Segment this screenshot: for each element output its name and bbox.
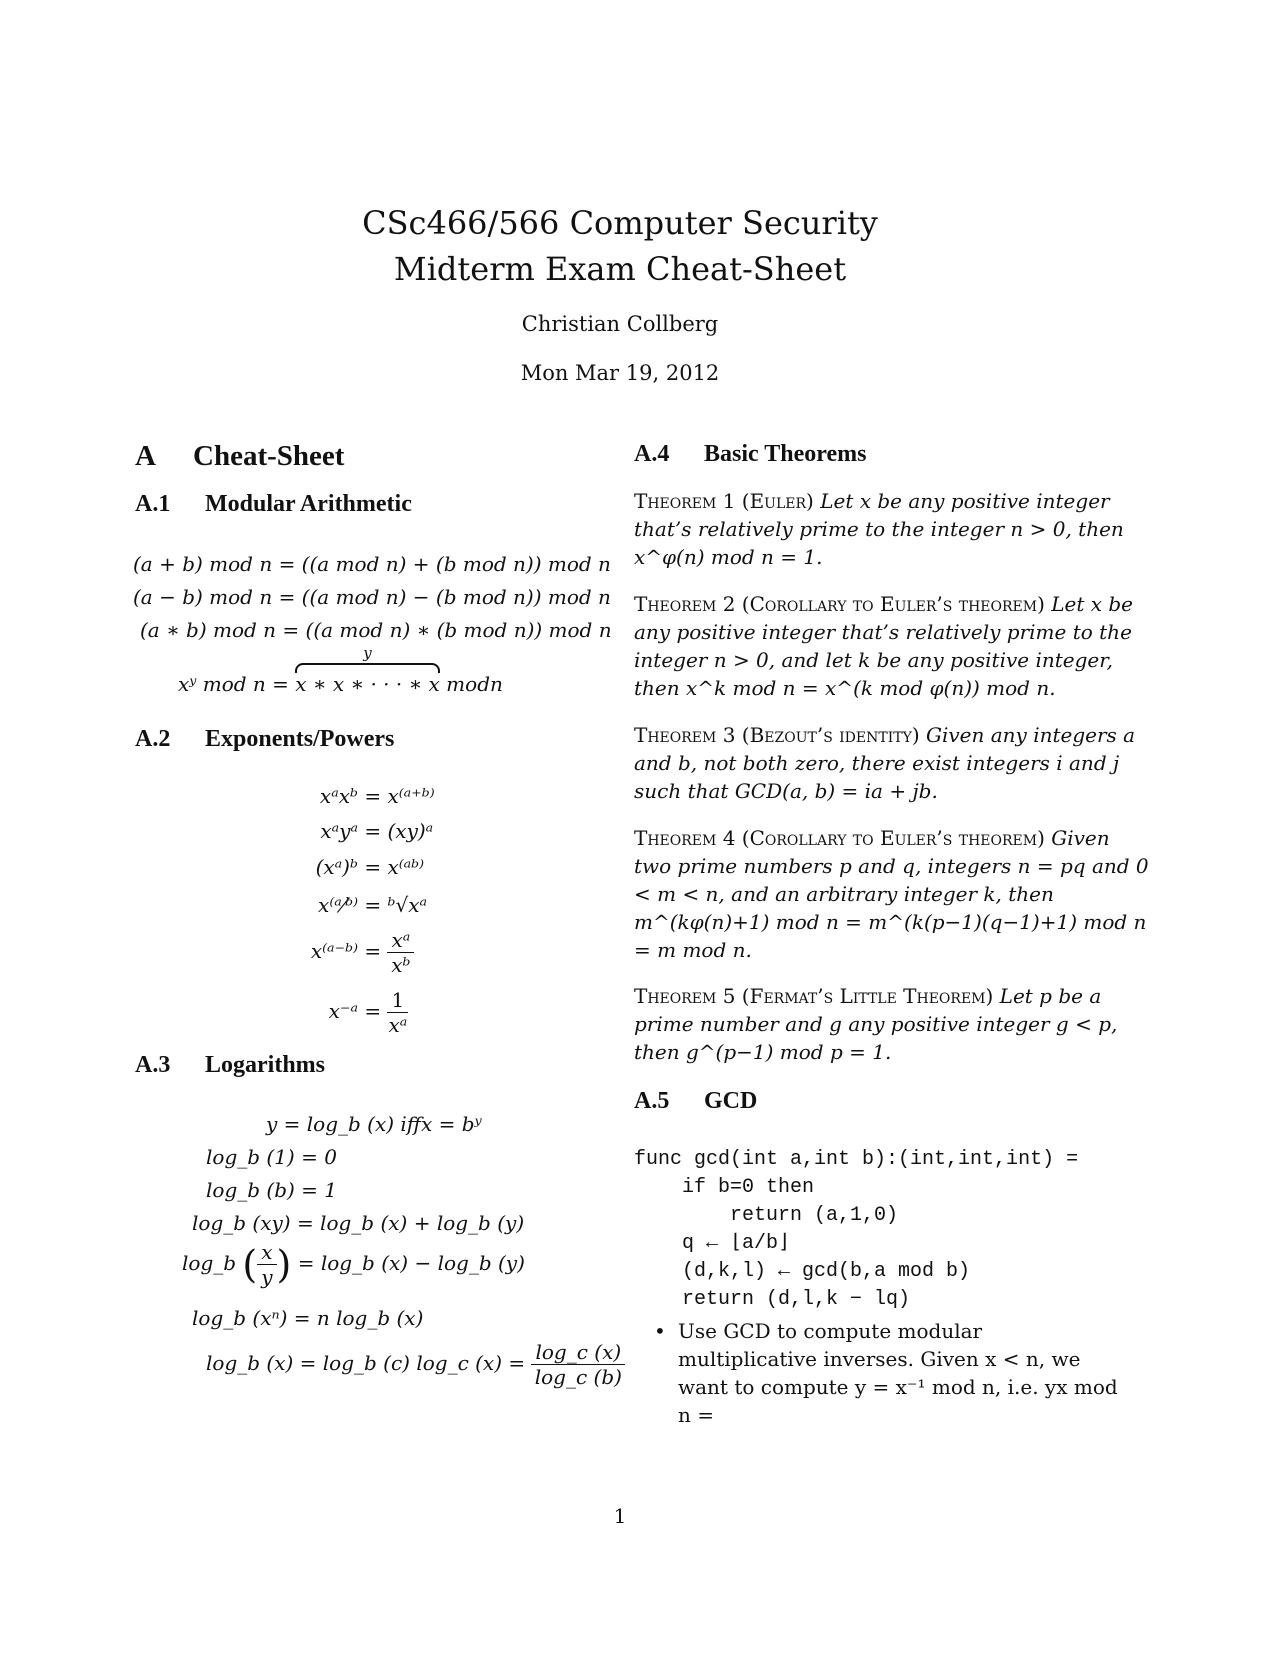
subsection-heading-a1: A.1 Modular Arithmetic — [135, 491, 412, 517]
code-line: func gcd(int a,int b):(int,int,int) = — [634, 1148, 1079, 1171]
page-title — [0, 200, 1240, 292]
overbrace — [295, 663, 440, 673]
subsection-heading-a3: A.3 Logarithms — [135, 1052, 325, 1078]
code-line: if b=0 then — [634, 1176, 815, 1199]
mod-eq-power: xʸ mod n = y x ∗ x ∗ · · · ∗ x modn — [178, 644, 503, 696]
theorem-3: Theorem 3 (Bezout’s identity) Given any integers a and b, not both zero, there exist integers i and j such that GCD(a, b) = ia + jb. — [634, 723, 1136, 803]
title-line-2: Midterm Exam Cheat-Sheet — [393, 250, 847, 288]
section-heading: A Cheat-Sheet — [135, 440, 345, 472]
code-line: q ← ⌊a/b⌋ — [634, 1232, 791, 1255]
mod-eq-mul: (a ∗ b) mod n = ((a mod n) ∗ (b mod n)) mod n — [140, 618, 612, 642]
bullet-icon: • — [654, 1319, 666, 1343]
exp-rule-3: (xᵃ)ᵇ = x⁽ᵃᵇ⁾ — [315, 855, 425, 879]
log-rule-6: log_b (xⁿ) = n log_b (x) — [192, 1306, 424, 1330]
mod-eq-add: (a + b) mod n = ((a mod n) + (b mod n)) mod n — [133, 552, 611, 576]
author: Christian Collberg — [521, 312, 719, 336]
page-number: 1 — [613, 1504, 627, 1528]
log-rule-3: log_b (b) = 1 — [206, 1178, 338, 1202]
log-rule-4: log_b (xy) = log_b (x) + log_b (y) — [192, 1211, 525, 1235]
log-rule-5: log_b ( $\frac{x}{y}$ ) = log_b (x) − log_b (y) — [182, 1240, 525, 1289]
subsection-heading-a5: A.5 GCD — [634, 1088, 758, 1114]
title-line-1: CSc466/566 Computer Security — [362, 204, 878, 242]
brace-label: y — [363, 644, 372, 662]
exp-rule-4: x⁽ᵃ⁄ᵇ⁾ = ᵇ√xᵃ — [318, 893, 428, 917]
theorem-4: Theorem 4 (Corollary to Euler’s theorem) Given two prime numbers p and q, integers n = pq and 0 < m < n, and an arbitrary integer k, then m^(kφ(n)+1) mod n = m^(k(p−1)(q−1)+1) mod n = m mod n. — [634, 826, 1149, 962]
exp-rule-1: xᵃxᵇ = x⁽ᵃ⁺ᵇ⁾ — [319, 784, 435, 808]
theorem-5: Theorem 5 (Fermat’s Little Theorem) Let p be a prime number and g any positive integer g < p, then g^(p−1) mod p = 1. — [634, 984, 1118, 1064]
log-rule-7: log_b (x) = log_b (c) log_c (x) = $\frac{\log\_c (x)}{\log\_c (b)}$ — [206, 1340, 625, 1389]
exp-rule-6: x⁻ᵃ = $\frac{1}{\text{xᵃ}}$ — [328, 988, 408, 1037]
exp-rule-2: xᵃyᵃ = (xy)ᵃ — [320, 819, 434, 843]
date: Mon Mar 19, 2012 — [520, 361, 720, 385]
log-rule-2: log_b (1) = 0 — [206, 1145, 337, 1169]
theorem-2: Theorem 2 (Corollary to Euler’s theorem) Let x be any positive integer that’s relatively prime to the integer n > 0, and let k be any positive integer, then x^k mod n = x^(k mod φ(n)) mod n. — [634, 592, 1134, 700]
theorem-1: Theorem 1 (Euler) Let x be any positive integer that’s relatively prime to the integer n > 0, then x^φ(n) mod n = 1. — [634, 489, 1124, 569]
log-rule-1: y = log_b (x) iffx = bʸ — [266, 1112, 482, 1136]
code-line: return (d,l,k − lq) — [634, 1288, 911, 1311]
code-line: return (a,1,0) — [634, 1204, 899, 1227]
subsection-heading-a2: A.2 Exponents/Powers — [135, 726, 395, 752]
gcd-code-block — [634, 1146, 1078, 1314]
code-line: (d,k,l) ← gcd(b,a mod b) — [634, 1260, 971, 1283]
mod-eq-sub: (a − b) mod n = ((a mod n) − (b mod n)) mod n — [133, 585, 611, 609]
subsection-heading-a4: A.4 Basic Theorems — [634, 441, 867, 467]
exp-rule-5: x⁽ᵃ⁻ᵇ⁾ = $\frac{\text{xᵃ}}{\text{xᵇ}}$ — [292, 928, 414, 977]
gcd-bullet-item: • Use GCD to compute modular multiplicative inverses. Given x < n, we want to compute y = x⁻¹ mod n, i.e. yx mod n = — [654, 1319, 1118, 1427]
